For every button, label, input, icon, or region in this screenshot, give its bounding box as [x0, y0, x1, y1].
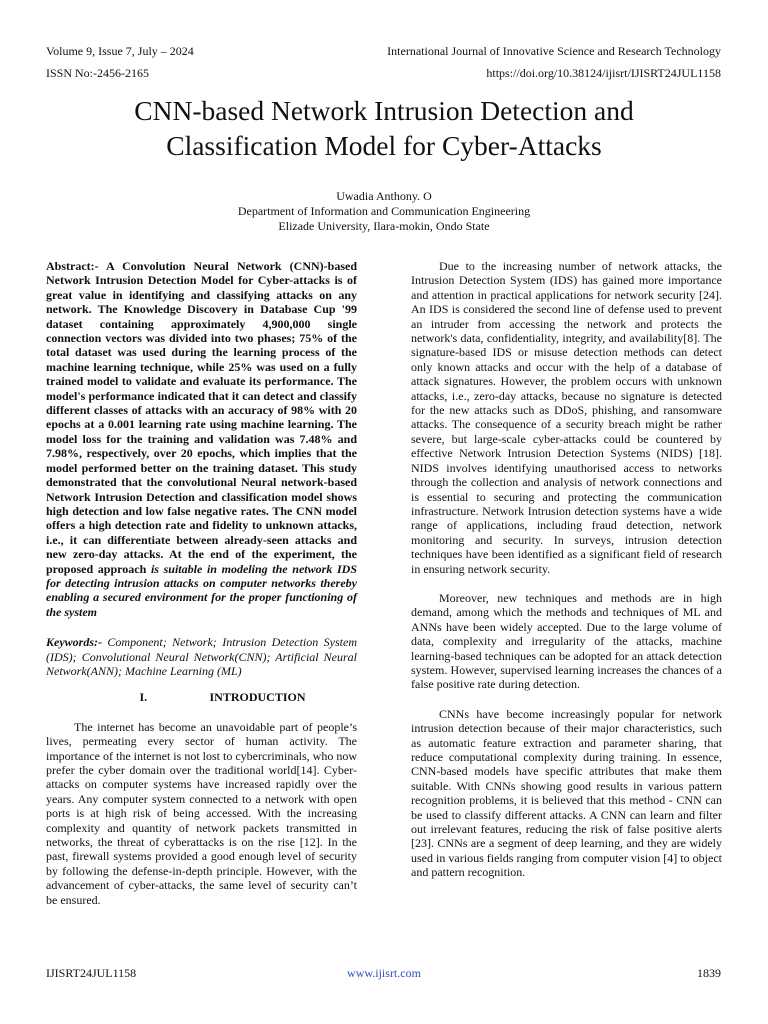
paper-title-line-2: Classification Model for Cyber-Attacks	[166, 130, 602, 161]
abstract-text: A Convolution Neural Network (CNN)-based Network Intrusion Detection Model for Cyber-attacks is of great value in identifying and classifying attacks on any network. The Knowledge Discovery in Database Cup '99 dataset containing approximately 4,900,000 single connection vectors was divided into two phases; 75% of the total dataset was used during the learning process of the machine learning technique, while 25% was used on a fully trained model to validate and evaluate its performance. The model's performance indicated that it can detect and classify different classes of attacks with an accuracy of 98% with 20 epochs at a 0.001 learning rate using machine learning. The model loss for the training and validation was 7.48% and 7.98%, respectively, over 20 epochs, which implies that the model performed better on the training dataset. This study demonstrated that the convolutional Neural network-based Network Intrusion Detection and classification model shows high detection and low false negative rates. The CNN model offers a high detection rate and fidelity to unknown attacks, i.e., it can differentiate between already-seen attacks and new zero-day attacks. At the end of the experiment, the proposed approach	[46, 259, 357, 576]
body-paragraph-cnn: CNNs have become increasingly popular for network intrusion detection because of their major characteristics, such as automatic feature extraction and parameter sharing, that reduce computational complexity during training. In essence, CNN-based models have specific attributes that make them suitable. With CNNs showing good results in various pattern recognition problems, it is believed that this method - CNN can be used to classify different attacks. A CNN can learn and filter out irrelevant features, reducing the risk of false positive alerts [23]. CNNs are a segment of deep learning, and they are widely used in various fields ranging from computer vision [4] to object and pattern recognition.	[411, 706, 722, 880]
author-block	[40, 189, 728, 234]
abstract	[46, 259, 357, 619]
abstract-label: Abstract:-	[46, 259, 99, 273]
paper-title-line-1: CNN-based Network Intrusion Detection and	[134, 95, 634, 126]
section-heading-introduction	[46, 690, 357, 704]
intro-paragraph: The internet has become an unavoidable part of people’s lives, permeating every sector of human activity. The importance of the internet is not lost to cybercriminals, who now prefer the cyber domain over the traditional world[14]. Cyber-attacks on computer systems have increased rapidly over the years. Any computer system connected to a network with open ports is at high risk of being accessed. With the increasing complexity and quantity of network packets transmitted in networks, the threat of cyberattacks is on the rise [12]. In the past, firewall systems provided a good enough level of security by following the defense-in-depth principle. However, with the advancement of cyber-attacks, the same level of security can’t be ensured.	[46, 719, 357, 907]
paper-title	[40, 93, 728, 163]
author-university: Elizade University, Ilara-mokin, Ondo State	[278, 219, 490, 233]
body-paragraph-ids: Due to the increasing number of network attacks, the Intrusion Detection System (IDS) has gained more importance and attention in practical applications for network security [24]. An IDS is considered the second line of defense used to prevent an intruder from accessing the network and protects the network's data, confidentiality, integrity, and availability[8]. The signature-based IDS or misuse detection methods can detect only known attacks and occur with the help of a database of attack signatures. However, the problem occurs with unknown attacks, i.e., zero-day attacks, because no signature is detected for the new attacks such as DDoS, phishing, and ransomware attacks. The consequence of a security breach might be rather severe, but large-scale cyber-attacks could be countered by effective Network Intrusion Detection Systems (NIDS) [18]. NIDS involves identifying unauthorised access to networks through the collection and analysis of network connections and is essential to securing and protecting the communication infrastructure. Network Intrusion detection systems have a wide range of applications, including fraud detection, network monitoring and security. In surveys, intrusion detection techniques have been identified as a significant field of research in ensuring network security.	[411, 259, 722, 576]
footer-website-link[interactable]: www.ijisrt.com	[347, 966, 421, 980]
footer-paper-id: IJISRT24JUL1158	[46, 966, 137, 980]
doi-link[interactable]: https://doi.org/10.38124/ijisrt/IJISRT24JUL1158	[486, 66, 721, 80]
right-column	[411, 259, 722, 880]
section-title: INTRODUCTION	[209, 690, 306, 705]
abstract-italic-text: is suitable in modeling the network IDS for detecting intrusion attacks on computer networks thereby enabling a secured environment for the proper functioning of the system	[46, 561, 357, 619]
volume-issue: Volume 9, Issue 7, July – 2024	[46, 44, 194, 58]
author-department: Department of Information and Communication Engineering	[237, 204, 531, 218]
section-number: I.	[139, 690, 148, 705]
issn: ISSN No:-2456-2165	[46, 66, 150, 80]
page-number: 1839	[697, 966, 721, 980]
journal-name: International Journal of Innovative Science and Research Technology	[387, 44, 721, 58]
left-column	[46, 259, 357, 907]
author-name: Uwadia Anthony. O	[336, 189, 432, 203]
keywords-text: Component; Network; Intrusion Detection System (IDS); Convolutional Neural Network(CNN); Artificial Neural Network(ANN); Machine Learning (ML)	[46, 635, 357, 678]
keywords-label: Keywords:-	[46, 635, 102, 650]
keywords	[46, 635, 357, 678]
body-paragraph-ml: Moreover, new techniques and methods are in high demand, among which the methods and techniques of ML and ANNs have been widely accepted. Due to the large volume of data, complexity and irregularity of the attacks, machine learning-based techniques can be adopted for an attack detection system. However, supervised learning increases the chances of a false positive rate during detection.	[411, 590, 722, 692]
